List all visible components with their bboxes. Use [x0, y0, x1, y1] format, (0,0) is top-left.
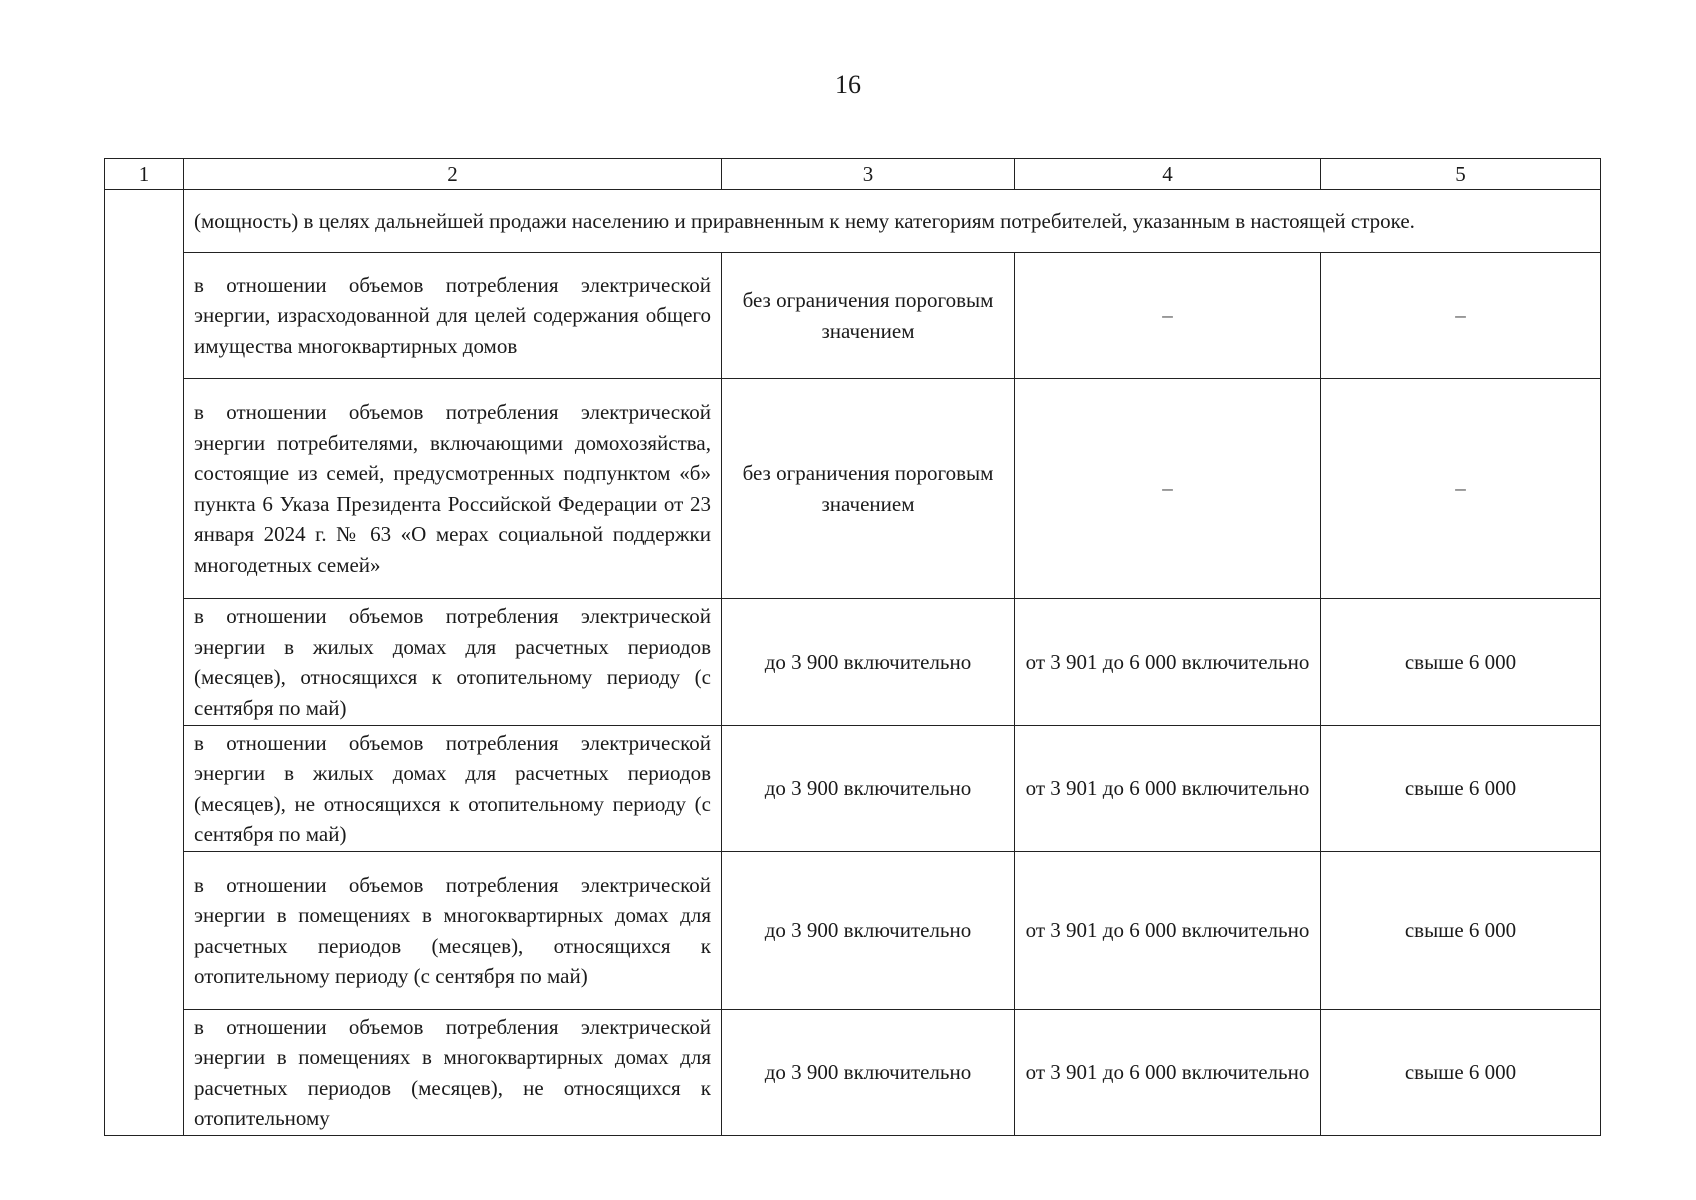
threshold-col4: –: [1015, 379, 1321, 599]
threshold-col3: до 3 900 включительно: [722, 599, 1015, 726]
threshold-col3: без ограничения пороговым значением: [722, 379, 1015, 599]
column-header-1: 1: [105, 159, 184, 190]
row-description: в отношении объемов потребления электрической энергии, израсходованной для целей содержания общего имущества многоквартирных домов: [184, 253, 722, 379]
threshold-col4: от 3 901 до 6 000 включительно: [1015, 726, 1321, 852]
threshold-col5: свыше 6 000: [1321, 726, 1601, 852]
row-description: в отношении объемов потребления электрической энергии в помещениях в многоквартирных домах для расчетных периодов (месяцев), не относящихся к отопительному: [184, 1010, 722, 1136]
column-header-4: 4: [1015, 159, 1321, 190]
tariff-table: [104, 158, 1601, 1136]
table-header-row: [105, 159, 1601, 190]
continued-row: [105, 190, 1601, 253]
threshold-col5: –: [1321, 253, 1601, 379]
column-header-2: 2: [184, 159, 722, 190]
threshold-col5: свыше 6 000: [1321, 1010, 1601, 1136]
column-header-3: 3: [722, 159, 1015, 190]
row-description: в отношении объемов потребления электрической энергии в жилых домах для расчетных периодов (месяцев), не относящихся к отопительному периоду (с сентября по май): [184, 726, 722, 852]
threshold-col4: от 3 901 до 6 000 включительно: [1015, 1010, 1321, 1136]
threshold-col3: до 3 900 включительно: [722, 1010, 1015, 1136]
threshold-col4: от 3 901 до 6 000 включительно: [1015, 599, 1321, 726]
threshold-col5: свыше 6 000: [1321, 599, 1601, 726]
row-number-cell: [105, 190, 184, 1136]
threshold-col5: свыше 6 000: [1321, 852, 1601, 1010]
threshold-col4: от 3 901 до 6 000 включительно: [1015, 852, 1321, 1010]
row-description: в отношении объемов потребления электрической энергии в помещениях в многоквартирных домах для расчетных периодов (месяцев), относящихся к отопительному периоду (с сентября по май): [184, 852, 722, 1010]
table-row: [105, 253, 1601, 379]
row-description: в отношении объемов потребления электрической энергии в жилых домах для расчетных периодов (месяцев), относящихся к отопительному периоду (с сентября по май): [184, 599, 722, 726]
column-header-5: 5: [1321, 159, 1601, 190]
table-row: [105, 599, 1601, 726]
threshold-col3: до 3 900 включительно: [722, 852, 1015, 1010]
threshold-col4: –: [1015, 253, 1321, 379]
continued-text: (мощность) в целях дальнейшей продажи населению и приравненным к нему категориям потребителей, указанным в настоящей строке.: [184, 190, 1601, 253]
table-row: [105, 726, 1601, 852]
table-row: [105, 1010, 1601, 1136]
threshold-col3: до 3 900 включительно: [722, 726, 1015, 852]
page-number: 16: [835, 70, 861, 99]
table-row: [105, 852, 1601, 1010]
row-description: в отношении объемов потребления электрической энергии потребителями, включающими домохозяйства, состоящие из семей, предусмотренных подпунктом «б» пункта 6 Указа Президента Российской Федерации от 23 января 2024 г. № 63 «О мерах социальной поддержки многодетных семей»: [184, 379, 722, 599]
table-row: [105, 379, 1601, 599]
threshold-col5: –: [1321, 379, 1601, 599]
threshold-col3: без ограничения пороговым значением: [722, 253, 1015, 379]
